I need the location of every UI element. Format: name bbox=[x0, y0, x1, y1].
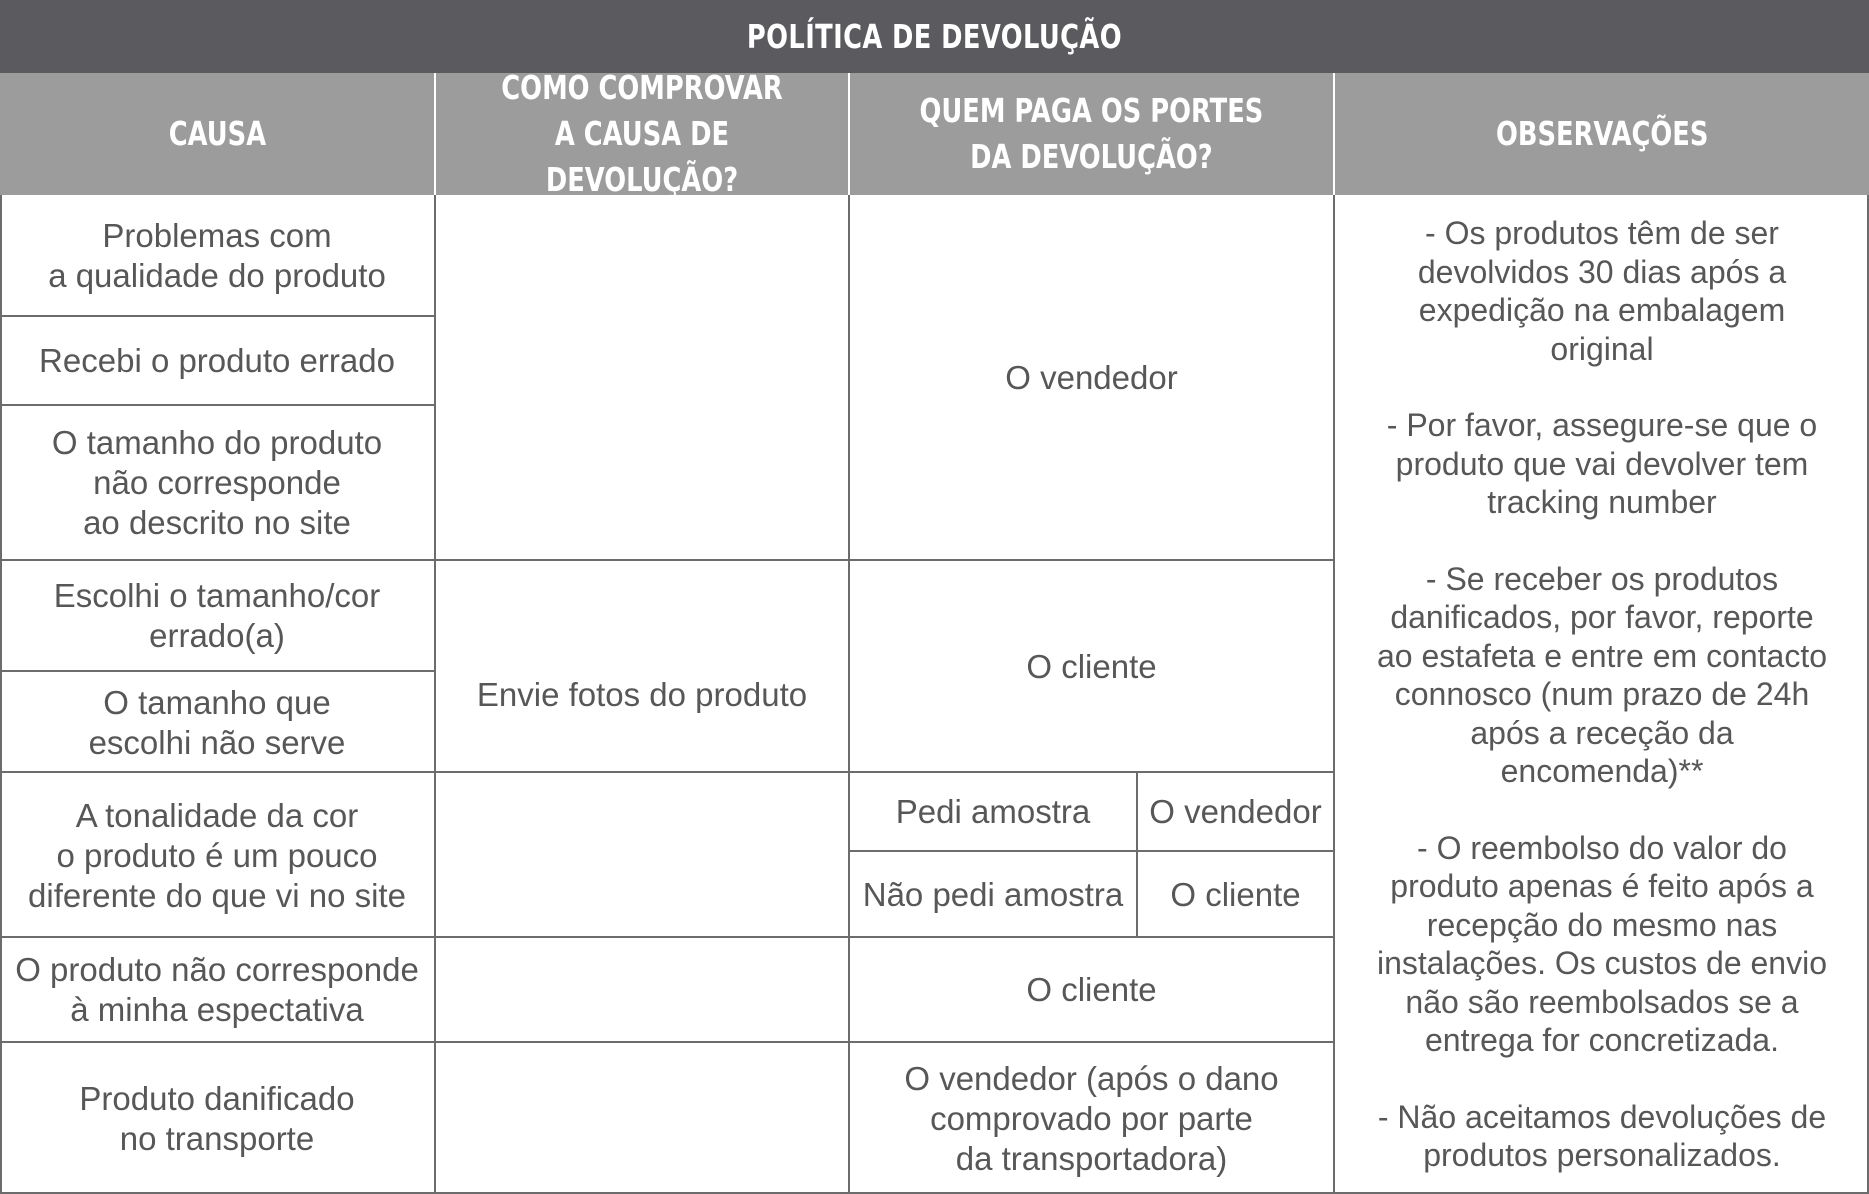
observations-cell bbox=[1335, 195, 1869, 1194]
header-causa: CAUSA bbox=[0, 73, 434, 195]
cause-cell: O produto não corresponde à minha espectativa bbox=[15, 951, 419, 1028]
grid-line bbox=[434, 195, 436, 1194]
payer-subcell-pedi-amostra: Pedi amostra bbox=[895, 793, 1091, 830]
grid-line bbox=[0, 315, 436, 317]
observation-item: - Por favor, assegure-se que o produto que vai devolver tem tracking number bbox=[1386, 407, 1818, 521]
table-title: POLÍTICA DE DEVOLUÇÃO bbox=[0, 0, 1869, 73]
payer-cell-vendedor-dano: O vendedor (após o dano comprovado por parte da transportadora) bbox=[904, 1059, 1279, 1177]
header-quem-paga: QUEM PAGA OS PORTES DA DEVOLUÇÃO? bbox=[850, 73, 1333, 195]
grid-line bbox=[0, 559, 1335, 561]
header-observacoes: OBSERVAÇÕES bbox=[1335, 73, 1869, 195]
observation-item: - O reembolso do valor do produto apenas é feito após a recepção do mesmo nas instalações. Os custos de envio não são reembolsados se a entrega for concretizada. bbox=[1376, 829, 1827, 1059]
grid-line bbox=[0, 670, 436, 672]
proof-cell: Envie fotos do produto bbox=[476, 675, 808, 713]
grid-line bbox=[1333, 195, 1335, 1194]
grid-line bbox=[848, 850, 1335, 852]
cause-cell: Recebi o produto errado bbox=[39, 342, 395, 379]
payer-cell-cliente: O cliente bbox=[1026, 971, 1157, 1008]
header-como-comprovar: COMO COMPROVAR A CAUSA DE DEVOLUÇÃO? bbox=[436, 73, 848, 195]
grid-line bbox=[1136, 772, 1138, 938]
observation-item: - Os produtos têm de ser devolvidos 30 dias após a expedição na embalagem original bbox=[1417, 215, 1787, 367]
cause-cell: Problemas com a qualidade do produto bbox=[48, 216, 386, 294]
cause-cell: Escolhi o tamanho/cor errado(a) bbox=[53, 577, 381, 654]
grid-line bbox=[0, 404, 436, 406]
grid-line bbox=[0, 1041, 1335, 1043]
grid-line bbox=[848, 195, 850, 1194]
observation-item: - Não aceitamos devoluções de produtos personalizados. bbox=[1377, 1098, 1827, 1174]
cause-cell: O tamanho que escolhi não serve bbox=[88, 683, 346, 761]
observation-item: - Se receber os produtos danificados, por favor, reporte ao estafeta e entre em contacto connosco (num prazo de 24h após a receção da encomenda)** bbox=[1376, 560, 1828, 790]
grid-line bbox=[0, 771, 1335, 773]
grid-line bbox=[0, 936, 1335, 938]
payer-subcell-nao-pedi-amostra: Não pedi amostra bbox=[862, 875, 1124, 913]
grid-line bbox=[0, 195, 2, 1194]
payer-subcell-cliente: O cliente bbox=[1170, 875, 1301, 913]
cause-cell: A tonalidade da cor o produto é um pouco diferente do que vi no site bbox=[28, 796, 406, 914]
payer-cell-cliente: O cliente bbox=[1026, 647, 1157, 685]
payer-subcell-vendedor: O vendedor bbox=[1149, 793, 1322, 830]
payer-cell-vendedor: O vendedor bbox=[1005, 358, 1178, 396]
cause-cell: O tamanho do produto não corresponde ao descrito no site bbox=[51, 424, 383, 541]
cause-cell: Produto danificado no transporte bbox=[79, 1079, 355, 1157]
